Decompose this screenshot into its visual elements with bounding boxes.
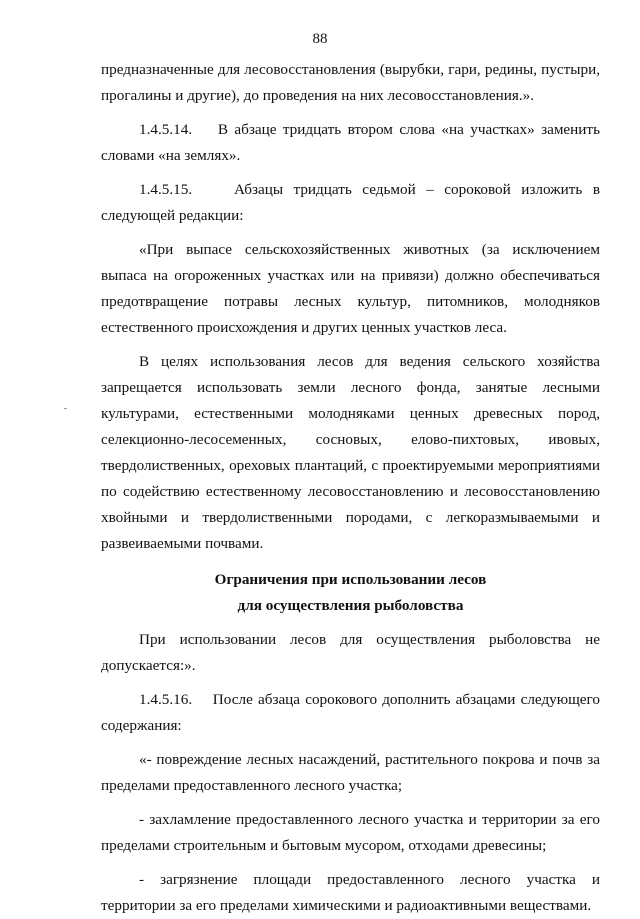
text-line: культурами, естественными молодняками ценных древесных пород, [101,405,600,422]
text-line: территории за его пределами химическими и радиоактивными веществами. [101,897,592,914]
text-line: выпаса на огороженных участках или на привязи) должно обеспечиваться [101,267,600,284]
text-line: предназначенные для лесовосстановления (вырубки, гари, редины, пустыри, [101,61,600,78]
text-line: 1.4.5.14. В абзаце тридцать втором слова «на участках» заменить [139,121,600,138]
text-line: «- повреждение лесных насаждений, растительного покрова и почв за [139,751,600,768]
text-line: 1.4.5.16. После абзаца сорокового дополнить абзацами следующего [139,691,600,708]
text-line: предотвращение потравы лесных культур, питомников, молодняков [101,293,600,310]
text-line: 1.4.5.15. Абзацы тридцать седьмой – сороковой изложить в [139,181,600,198]
paragraph-item-1-4-5-14 [101,117,600,169]
text-line: содержания: [101,717,182,734]
paragraph-agriculture-restrictions [101,349,600,557]
paragraph-item-1-4-5-15 [101,177,600,229]
text-line: хвойными и твердолиственными породами, с легкоразмываемыми и [101,509,600,526]
text-line: прогалины и другие), до проведения на них лесовосстановления.». [101,87,535,104]
text-line: запрещается использовать земли лесного фонда, занятые лесными [101,379,600,396]
text-line: развеиваемыми почвами. [101,535,264,552]
text-line: - захламление предоставленного лесного участка и территории за его [139,811,600,828]
heading-line: Ограничения при использовании лесов [214,571,487,588]
text-line: допускается:». [101,657,196,674]
text-line: пределами строительным и бытовым мусором, отходами древесины; [101,837,547,854]
text-line: по содействию естественному лесовосстановлению и лесовосстановлению [101,483,600,500]
scan-artifact [64,408,67,409]
text-line: селекционно-лесосеменных, сосновых, елово-пихтовых, ивовых, [101,431,600,448]
paragraph-item-1-4-5-16 [101,687,600,739]
text-line: следующей редакции: [101,207,244,224]
paragraph-damage [101,747,600,799]
text-line: В целях использования лесов для ведения сельского хозяйства [139,353,600,370]
paragraph-littering [101,807,600,859]
heading-line: для осуществления рыболовства [237,597,464,614]
text-line: словами «на землях». [101,147,241,164]
text-line: - загрязнение площади предоставленного лесного участка и [139,871,600,888]
text-line: естественного происхождения и других ценных участков леса. [101,319,507,336]
paragraph-fishing [101,627,600,679]
page-number: 88 [312,31,328,47]
paragraph-grazing-quote [101,237,600,341]
text-line: При использовании лесов для осуществления рыболовства не [139,631,600,648]
text-line: пределами предоставленного лесного участка; [101,777,403,794]
paragraph-continuation [101,57,600,109]
paragraph-pollution [101,867,600,919]
text-line: «При выпасе сельскохозяйственных животных (за исключением [139,241,600,258]
text-line: твердолиственных, ореховых плантаций, с проектируемыми мероприятиями [101,457,600,474]
section-heading [101,567,600,619]
document-body [101,57,600,919]
